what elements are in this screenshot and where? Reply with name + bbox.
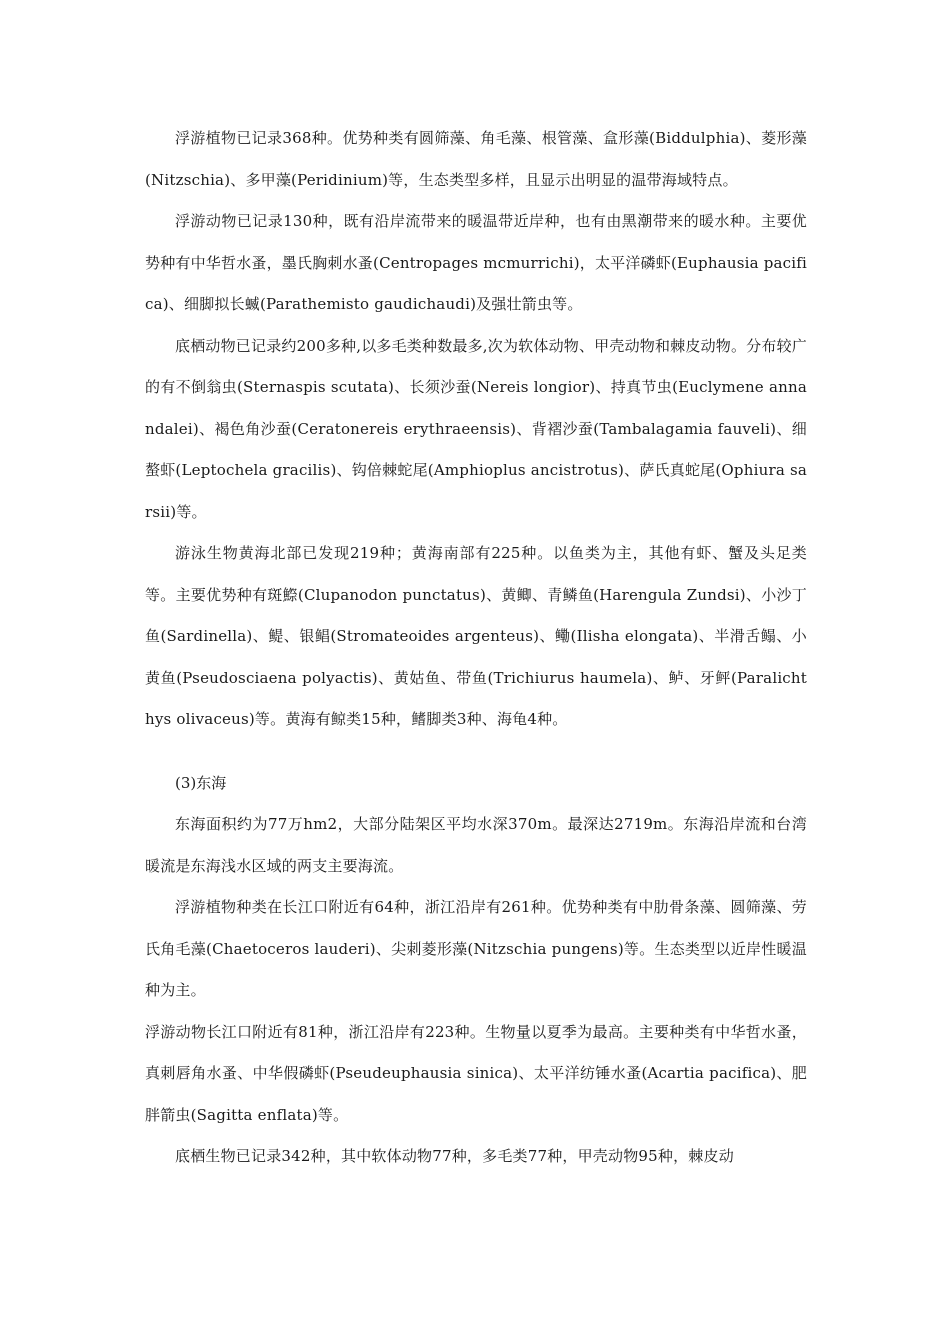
paragraph-east-china-sea-overview: 东海面积约为77万hm2，大部分陆架区平均水深370m。最深达2719m。东海沿岸流和台湾暖流是东海浅水区域的两支主要海流。 [145, 815, 807, 875]
paragraph-benthos-yellow-sea: 底栖动物已记录约200多种,以多毛类种数最多,次为软体动物、甲壳动物和棘皮动物。分布较广的有不倒翁虫(Sternaspis scutata)、长须沙蚕(Nereis longior)、持真节虫(Euclymene annandalei)、褐色角沙蚕(Ceratonereis erythraeensis)、背褶沙蚕(Tambalagamia fauveli)、细螯虾(Leptochela gracilis)、钩倍棘蛇尾(Amphioplus ancistrotus)、萨氏真蛇尾(Ophiura sarsii)等。 [145, 336, 807, 521]
section-spacer [145, 741, 807, 763]
paragraph-phytoplankton-east-china-sea: 浮游植物种类在长江口附近有64种，浙江沿岸有261种。优势种类有中肋骨条藻、圆筛藻、劳氏角毛藻(Chaetoceros lauderi)、尖刺菱形藻(Nitzschia pungens)等。生态类型以近岸性暖温种为主。 [145, 898, 807, 999]
paragraph-zooplankton-east-china-sea: 浮游动物长江口附近有81种，浙江沿岸有223种。生物量以夏季为最高。主要种类有中华哲水蚤，真刺唇角水蚤、中华假磷虾(Pseudeuphausia sinica)、太平洋纺锤水蚤(Acartia pacifica)、肥胖箭虫(Sagitta enflata)等。 [145, 1022, 807, 1124]
paragraph-benthos-east-china-sea: 底栖生物已记录342种，其中软体动物77种，多毛类77种，甲壳动物95种，棘皮动 [175, 1147, 734, 1165]
document-body [145, 118, 807, 1178]
paragraph-nekton-yellow-sea: 游泳生物黄海北部已发现219种；黄海南部有225种。以鱼类为主，其他有虾、蟹及头足类等。主要优势种有斑鰶(Clupanodon punctatus)、黄鲫、青鳞鱼(Harengula Zundsi)、小沙丁鱼(Sardinella)、鳀、银鲳(Stromateoides argenteus)、鳓(Ilisha elongata)、半滑舌鳎、小黄鱼(Pseudosciaena polyactis)、黄姑鱼、带鱼(Trichiurus haumela)、鲈、牙鲆(Paralichthys olivaceus)等。黄海有鲸类15种，鳍脚类3种、海龟4种。 [145, 544, 807, 728]
section-heading-east-china-sea: (3)东海 [175, 773, 227, 792]
paragraph-zooplankton-yellow-sea: 浮游动物已记录130种，既有沿岸流带来的暖温带近岸种，也有由黑潮带来的暖水种。主要优势种有中华哲水蚤，墨氏胸刺水蚤(Centropages mcmurrichi)，太平洋磷虾(Euphausia pacifica)、细脚拟长蝛(Parathemisto gaudichaudi)及强壮箭虫等。 [145, 212, 807, 313]
paragraph-phytoplankton-yellow-sea: 浮游植物已记录368种。优势种类有圆筛藻、角毛藻、根管藻、盒形藻(Biddulphia)、菱形藻(Nitzschia)、多甲藻(Peridinium)等，生态类型多样，且显示出明显的温带海域特点。 [145, 129, 807, 189]
